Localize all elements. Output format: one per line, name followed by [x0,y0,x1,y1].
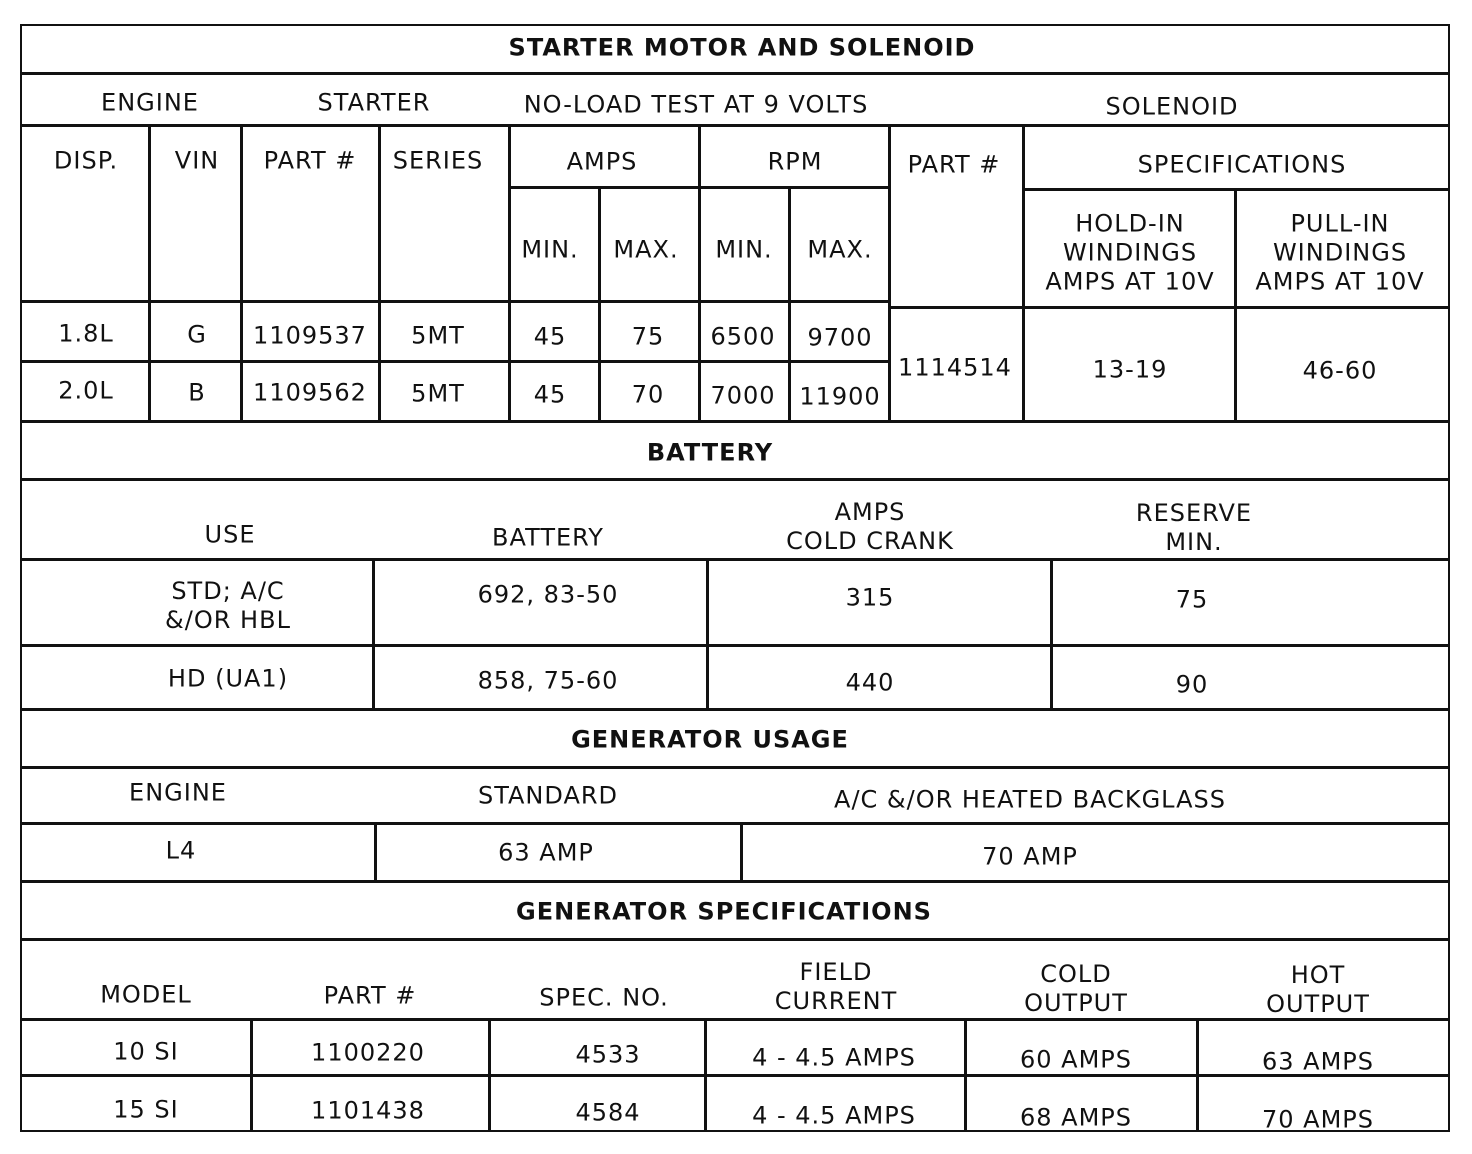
rule [148,124,151,420]
rule [250,1018,253,1132]
cell-gen-part: 1101438 [311,1096,425,1125]
rule [788,186,791,420]
rule [1050,558,1053,708]
cell-part: 1109537 [253,321,367,350]
header-rpm-max: MAX. [807,235,873,264]
cell-cold-crank: 440 [845,668,895,697]
gen-usage-title: GENERATOR USAGE [571,725,849,754]
rule [378,124,381,420]
battery-title: BATTERY [646,438,774,467]
cell-cold-crank: 315 [845,583,895,612]
cell-gen-engine: L4 [165,836,197,865]
cell-reserve: 90 [1175,670,1209,699]
cell-model: 15 SI [113,1095,179,1124]
header-cold-output: COLD OUTPUT [1024,960,1128,1017]
rule [488,1018,491,1132]
rule [20,300,890,303]
header-gen-part: PART # [323,981,417,1010]
rule [704,1018,707,1132]
rule [20,1018,1450,1021]
rule [20,1074,1450,1077]
header-hot-output: HOT OUTPUT [1266,961,1370,1018]
cell-rpm-min: 6500 [710,322,776,351]
rule [372,558,375,708]
group-noload: NO-LOAD TEST AT 9 VOLTS [523,90,869,119]
cell-field-current: 4 - 4.5 AMPS [752,1101,916,1130]
header-rpm: RPM [767,147,823,176]
header-disp: DISP. [53,146,119,175]
rule [20,766,1450,769]
header-part: PART # [263,146,357,175]
rule [20,72,1450,75]
cell-gen-part: 1100220 [311,1038,425,1067]
gen-specs-title: GENERATOR SPECIFICATIONS [516,897,932,926]
header-specifications: SPECIFICATIONS [1137,150,1347,179]
rule [20,644,1450,647]
header-use: USE [204,520,256,549]
rule [20,558,1450,561]
starter-title: STARTER MOTOR AND SOLENOID [508,33,976,62]
header-series: SERIES [392,146,484,175]
cell-amps-max: 75 [631,322,665,351]
rule [374,822,377,880]
rule [964,1018,967,1132]
header-rpm-min: MIN. [715,235,773,264]
header-amps-max: MAX. [613,235,679,264]
rule [1234,188,1237,420]
cell-spec-no: 4533 [575,1040,641,1069]
rule [890,306,1450,309]
rule [706,558,709,708]
header-field-current: FIELD CURRENT [774,958,898,1015]
header-solenoid-part: PART # [907,150,1001,179]
header-ac-backglass: A/C &/OR HEATED BACKGLASS [834,785,1226,814]
cell-rpm-min: 7000 [710,381,776,410]
cell-part: 1109562 [253,378,367,407]
header-gen-engine: ENGINE [129,778,227,807]
rule [20,708,1450,711]
cell-series: 5MT [411,321,465,350]
cell-solenoid-part: 1114514 [898,353,1012,382]
cell-battery: 858, 75-60 [477,666,619,695]
cell-use: HD (UA1) [167,664,289,693]
cell-use: STD; A/C &/OR HBL [165,577,291,634]
rule [598,186,601,420]
cell-vin: G [187,320,207,349]
cell-vin: B [188,378,206,407]
header-reserve: RESERVE MIN. [1135,499,1253,556]
rule [508,124,511,420]
rule [740,822,743,880]
cell-hot-output: 70 AMPS [1262,1105,1374,1134]
rule [698,124,701,420]
group-solenoid: SOLENOID [1105,92,1239,121]
cell-field-current: 4 - 4.5 AMPS [752,1043,916,1072]
cell-rpm-max: 9700 [807,323,873,352]
rule [888,124,891,420]
cell-pull-in: 46-60 [1302,356,1378,385]
rule [20,124,1450,127]
cell-spec-no: 4584 [575,1098,641,1127]
rule [1196,1018,1199,1132]
header-pull-in: PULL-IN WINDINGS AMPS AT 10V [1255,209,1425,296]
cell-hot-output: 63 AMPS [1262,1047,1374,1076]
rule [20,360,890,363]
header-cold-crank: AMPS COLD CRANK [786,498,954,555]
header-amps: AMPS [566,147,638,176]
header-model: MODEL [100,980,192,1009]
header-spec-no: SPEC. NO. [539,983,669,1012]
cell-standard: 63 AMP [498,838,594,867]
rule [1024,188,1450,191]
group-starter: STARTER [317,88,431,117]
cell-disp: 1.8L [58,319,114,348]
cell-amps-min: 45 [533,322,567,351]
header-standard: STANDARD [477,781,619,810]
rule [20,478,1450,481]
header-vin: VIN [174,146,220,175]
cell-cold-output: 68 AMPS [1020,1103,1132,1132]
cell-amps-max: 70 [631,380,665,409]
cell-cold-output: 60 AMPS [1020,1045,1132,1074]
header-amps-min: MIN. [521,235,579,264]
rule [1022,124,1025,420]
cell-series: 5MT [411,379,465,408]
rule [20,420,1450,423]
cell-reserve: 75 [1175,585,1209,614]
cell-hold-in: 13-19 [1092,355,1168,384]
cell-battery: 692, 83-50 [477,580,619,609]
header-hold-in: HOLD-IN WINDINGS AMPS AT 10V [1045,209,1215,296]
cell-rpm-max: 11900 [799,382,881,411]
cell-amps-min: 45 [533,380,567,409]
rule [20,938,1450,941]
group-engine: ENGINE [101,88,199,117]
cell-disp: 2.0L [58,376,114,405]
header-battery: BATTERY [492,523,604,552]
cell-ac-backglass: 70 AMP [982,842,1078,871]
rule [240,124,243,420]
rule [20,822,1450,825]
cell-model: 10 SI [113,1037,179,1066]
rule [20,880,1450,883]
